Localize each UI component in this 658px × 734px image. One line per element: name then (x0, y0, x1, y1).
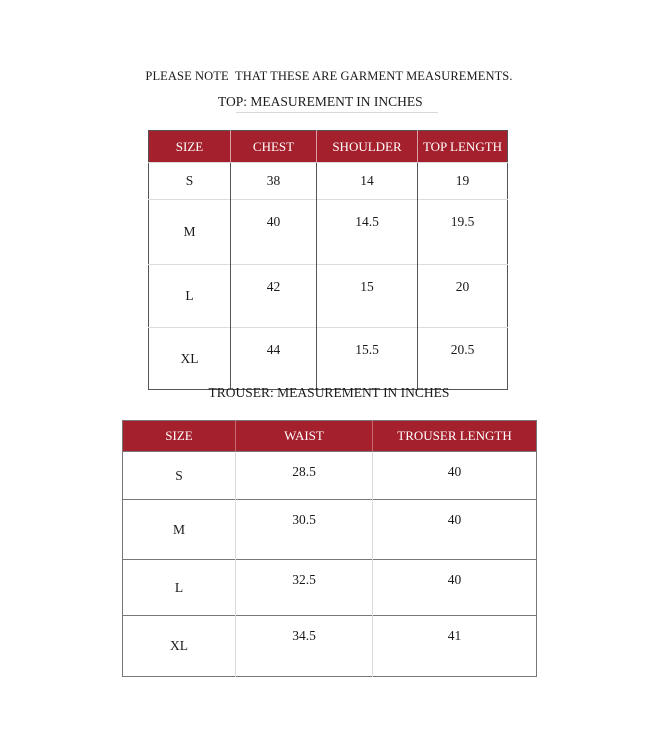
size-cell: XL (123, 616, 236, 677)
size-cell: L (149, 265, 231, 328)
table-row (123, 560, 537, 616)
trouser-length-cell: 40 (373, 500, 537, 560)
trouser-length-cell: 40 (373, 452, 537, 500)
size-cell: M (123, 500, 236, 560)
top-length-cell: 19 (418, 163, 508, 200)
table-header-row (123, 421, 537, 452)
chest-cell: 38 (231, 163, 317, 200)
waist-cell: 34.5 (236, 616, 373, 677)
chest-cell: 42 (231, 265, 317, 328)
garment-measurement-note: PLEASE NOTE THAT THESE ARE GARMENT MEASUREMENTS. (145, 69, 513, 83)
shoulder-cell: 14 (317, 163, 418, 200)
waist-cell: 32.5 (236, 560, 373, 616)
size-cell: L (123, 560, 236, 616)
shoulder-cell: 14.5 (317, 200, 418, 265)
table-row (149, 265, 508, 328)
chest-cell: 44 (231, 328, 317, 390)
table-row (149, 328, 508, 390)
waist-cell: 30.5 (236, 500, 373, 560)
trouser-size-table (122, 420, 537, 677)
header-chest: CHEST (231, 131, 317, 163)
header-shoulder: SHOULDER (317, 131, 418, 163)
top-table-title: TOP: MEASUREMENT IN INCHES (218, 94, 423, 109)
table-header-row (149, 131, 508, 163)
header-trouser-length: TROUSER LENGTH (373, 421, 537, 452)
waist-cell: 28.5 (236, 452, 373, 500)
trouser-table-title: TROUSER: MEASUREMENT IN INCHES (208, 385, 450, 400)
table-row (123, 452, 537, 500)
title-underline (236, 112, 438, 113)
table-row (123, 500, 537, 560)
top-length-cell: 19.5 (418, 200, 508, 265)
size-cell: XL (149, 328, 231, 390)
table-row (149, 200, 508, 265)
header-size: SIZE (123, 421, 236, 452)
top-size-table (148, 130, 508, 390)
size-cell: S (123, 452, 236, 500)
header-top-length: TOP LENGTH (418, 131, 508, 163)
table-row (149, 163, 508, 200)
top-length-cell: 20 (418, 265, 508, 328)
header-waist: WAIST (236, 421, 373, 452)
chest-cell: 40 (231, 200, 317, 265)
top-length-cell: 20.5 (418, 328, 508, 390)
shoulder-cell: 15.5 (317, 328, 418, 390)
trouser-length-cell: 40 (373, 560, 537, 616)
size-cell: M (149, 200, 231, 265)
table-row (123, 616, 537, 677)
trouser-length-cell: 41 (373, 616, 537, 677)
shoulder-cell: 15 (317, 265, 418, 328)
header-size: SIZE (149, 131, 231, 163)
size-cell: S (149, 163, 231, 200)
